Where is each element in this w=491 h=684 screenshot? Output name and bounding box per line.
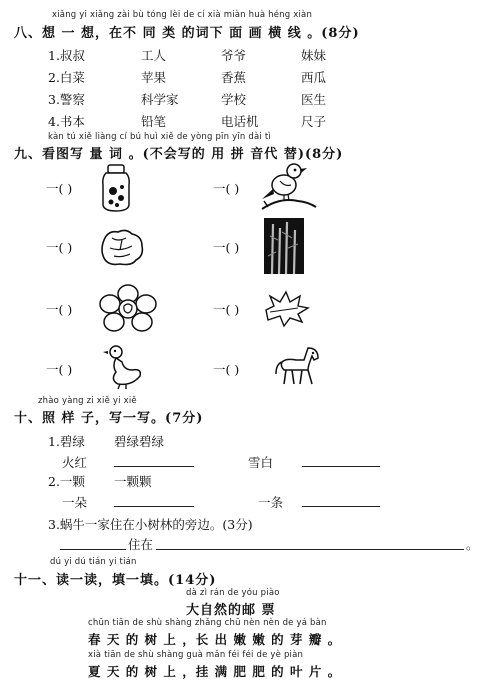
sec8-r3c3: 学校 bbox=[221, 92, 247, 107]
flower-icon bbox=[98, 284, 158, 334]
answer-line-6[interactable] bbox=[156, 549, 464, 550]
sec10-ex2-b: 一颗颗 bbox=[114, 474, 152, 489]
sec11-pinyin: dú yi dú tián yi tián bbox=[50, 557, 137, 567]
poem-line2: 夏 天 的 树 上 ，挂 满 肥 肥 的 叶 片 。 bbox=[88, 664, 342, 679]
sec10-title: 十、照 样 子，写一写。(7分) bbox=[14, 411, 204, 426]
sec9-blank-r2[interactable]: 一( ) bbox=[213, 240, 240, 255]
sec10-pinyin: zhào yàng zi xiě yi xiě bbox=[38, 396, 137, 406]
sec9-blank-l2[interactable]: 一( ) bbox=[46, 240, 73, 255]
sec10-q3-end: 。 bbox=[466, 537, 479, 552]
sec11-title: 十一、读一读，填一填。(14分) bbox=[14, 573, 217, 588]
sec9-blank-l4[interactable]: 一( ) bbox=[46, 362, 73, 377]
sec10-word-huohong: 火红 bbox=[62, 455, 88, 470]
answer-line-1[interactable] bbox=[114, 466, 194, 467]
answer-line-2[interactable] bbox=[302, 466, 380, 467]
sec10-word-yitiao: 一条 bbox=[258, 495, 284, 510]
sec10-ex2-a: 2.一颗 bbox=[48, 474, 85, 489]
sec10-q3: 3.蜗牛一家住在小树林的旁边。(3分) bbox=[48, 517, 253, 532]
sec8-r2c2: 苹果 bbox=[141, 70, 167, 85]
sec9-blank-r4[interactable]: 一( ) bbox=[213, 362, 240, 377]
rock-icon bbox=[98, 226, 146, 268]
poem-title: 大自然的邮 票 bbox=[186, 603, 276, 618]
sec8-r2c3: 香蕉 bbox=[221, 70, 247, 85]
sec8-r4c1: 4.书本 bbox=[48, 114, 85, 129]
sec9-blank-l3[interactable]: 一( ) bbox=[46, 302, 73, 317]
sec8-r3c4: 医生 bbox=[301, 92, 327, 107]
sec8-r4c4: 尺子 bbox=[301, 114, 327, 129]
sec9-blank-r1[interactable]: 一( ) bbox=[213, 181, 240, 196]
sec10-ex1-b: 碧绿碧绿 bbox=[114, 434, 165, 449]
sec10-ex1-a: 1.碧绿 bbox=[48, 434, 85, 449]
poem-line2-pinyin: xià tiān de shù shàng guà mǎn féi féi de yè piàn bbox=[88, 650, 304, 660]
sec10-word-xuebai: 雪白 bbox=[248, 455, 274, 470]
poem-line1: 春 天 的 树 上 ，长 出 嫩 嫩 的 芽 瓣 。 bbox=[88, 632, 342, 647]
sec9-blank-l1[interactable]: 一( ) bbox=[46, 181, 73, 196]
answer-line-4[interactable] bbox=[302, 506, 380, 507]
sec8-r2c4: 西瓜 bbox=[301, 70, 327, 85]
sec8-r4c3: 电话机 bbox=[221, 114, 259, 129]
sec8-r1c3: 爷爷 bbox=[221, 48, 247, 63]
sec9-blank-r3[interactable]: 一( ) bbox=[213, 302, 240, 317]
poem-line1-pinyin: chūn tiān de shù shàng zhǎng chū nèn nèn de yá bàn bbox=[88, 618, 327, 628]
sec8-r1c1: 1.叔叔 bbox=[48, 48, 85, 63]
sec10-q3-mid: 住在 bbox=[128, 537, 154, 552]
poem-title-pinyin: dà zì rán de yóu piào bbox=[186, 588, 280, 598]
answer-line-5[interactable] bbox=[60, 549, 126, 550]
sec10-word-yiduo: 一朵 bbox=[62, 495, 88, 510]
leaf-icon bbox=[260, 288, 312, 328]
forest-photo bbox=[264, 218, 304, 274]
jar-icon bbox=[100, 163, 134, 213]
sec8-r3c2: 科学家 bbox=[141, 92, 179, 107]
sec8-r1c4: 妹妹 bbox=[301, 48, 327, 63]
sec8-r4c2: 铅笔 bbox=[141, 114, 167, 129]
sec8-title: 八、想 一 想，在不 同 类 的词下 面 画 横 线 。(8分) bbox=[14, 26, 360, 41]
sec9-title: 九、看图写 量 词 。(不会写的 用 拼 音代 替)(8分) bbox=[14, 147, 344, 162]
sec9-pinyin: kàn tú xiě liàng cí bú huì xiě de yòng pīn yīn dài tì bbox=[48, 132, 271, 142]
sec8-r1c2: 工人 bbox=[141, 48, 167, 63]
bird-icon bbox=[258, 161, 320, 213]
duck-icon bbox=[102, 344, 144, 390]
sec8-r2c1: 2.白菜 bbox=[48, 70, 85, 85]
horse-icon bbox=[274, 344, 326, 390]
sec8-pinyin: xiǎng yi xiǎng zài bù tóng lèi de cí xià miàn huà héng xiàn bbox=[52, 10, 313, 20]
answer-line-3[interactable] bbox=[114, 506, 194, 507]
sec8-r3c1: 3.警察 bbox=[48, 92, 85, 107]
